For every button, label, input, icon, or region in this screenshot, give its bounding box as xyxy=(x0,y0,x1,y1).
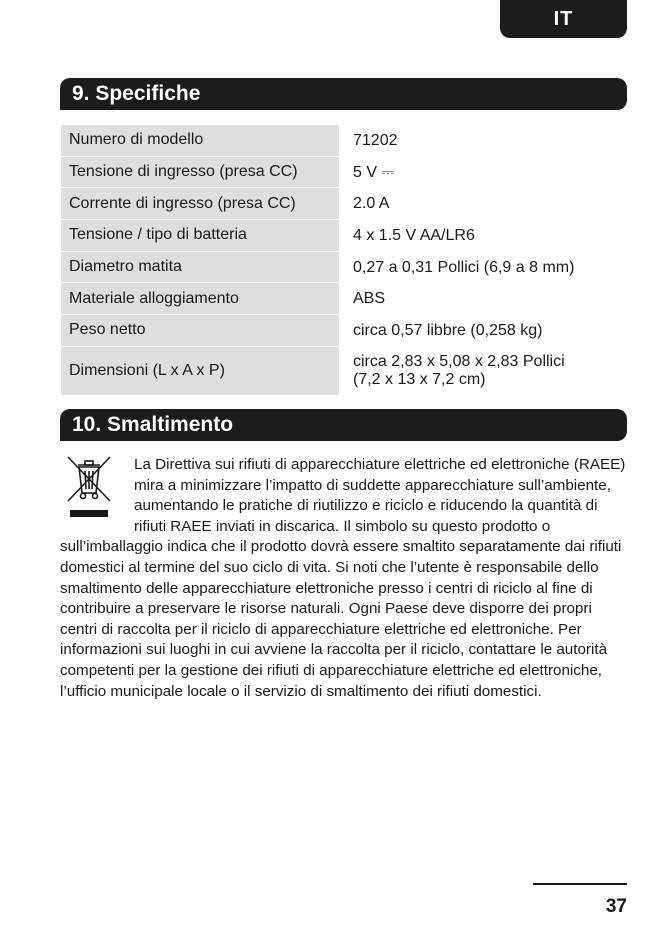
disposal-text: La Direttiva sui rifiuti di apparecchiature elettriche ed elettroniche (RAEE) mira a minimizzare l’impatto di suddette apparecchiature sull’ambiente, aumentando le pratiche di riutilizzo e riciclo e riducendo la quantità di rifiuti RAEE inviati in discarica. Il simbolo su questo prodotto o sull’imballaggio indica che il prodotto dovrà essere smaltito separatamente dai rifiuti domestici al termine del suo ciclo di vita. Si noti che l’utente è responsabile dello smaltimento delle apparecchiature elettroniche presso i centri di riciclo al fine di contribuire a preservare le risorse naturali. Ogni Paese deve disporre dei propri centri di raccolta per il riciclo di apparecchiature elettriche ed elettroniche. Per informazioni sui luoghi in cui avviene la raccolta per il riciclo, contattare le autorità competenti per la gestione dei rifiuti di apparecchiature elettriche ed elettroniche, l’ufficio municipale locale o il servizio di smaltimento dei rifiuti domestici. xyxy=(60,456,626,700)
spec-label: Materiale alloggiamento xyxy=(61,283,339,315)
spec-value: ABS xyxy=(353,290,386,308)
spec-value: 71202 xyxy=(353,131,398,149)
language-tab: IT xyxy=(500,0,627,38)
icon-spacer xyxy=(60,455,134,537)
table-row xyxy=(61,220,627,252)
section-title-specs: 9. Specifiche xyxy=(60,78,627,110)
spec-value-line: circa 2,83 x 5,08 x 2,83 Pollici xyxy=(353,353,565,371)
table-row xyxy=(61,125,627,157)
spec-label: Dimensioni (L x A x P) xyxy=(61,347,339,396)
spec-label: Tensione / tipo di batteria xyxy=(61,220,339,252)
spec-value: 4 x 1.5 V AA/LR6 xyxy=(353,226,475,244)
section-title-disposal: 10. Smaltimento xyxy=(60,409,627,441)
spec-label: Corrente di ingresso (presa CC) xyxy=(61,188,339,220)
spec-table xyxy=(61,125,627,396)
spec-value: circa 0,57 libbre (0,258 kg) xyxy=(353,321,543,339)
table-row xyxy=(61,347,627,396)
spec-value: 2.0 A xyxy=(353,195,390,213)
table-row xyxy=(61,283,627,315)
spec-label: Peso netto xyxy=(61,315,339,347)
table-row xyxy=(61,315,627,347)
footer-rule xyxy=(533,883,627,885)
spec-label: Diametro matita xyxy=(61,252,339,284)
spec-value-line: (7,2 x 13 x 7,2 cm) xyxy=(353,371,486,389)
spec-value xyxy=(339,347,627,396)
spec-label: Numero di modello xyxy=(61,125,339,157)
table-row xyxy=(61,157,627,189)
spec-label: Tensione di ingresso (presa CC) xyxy=(61,157,339,189)
disposal-paragraph xyxy=(60,455,627,702)
table-row xyxy=(61,252,627,284)
spec-value: 5 V ⎓ xyxy=(353,163,395,181)
spec-value: 0,27 a 0,31 Pollici (6,9 a 8 mm) xyxy=(353,258,575,276)
page-number: 37 xyxy=(605,896,627,917)
table-row xyxy=(61,188,627,220)
